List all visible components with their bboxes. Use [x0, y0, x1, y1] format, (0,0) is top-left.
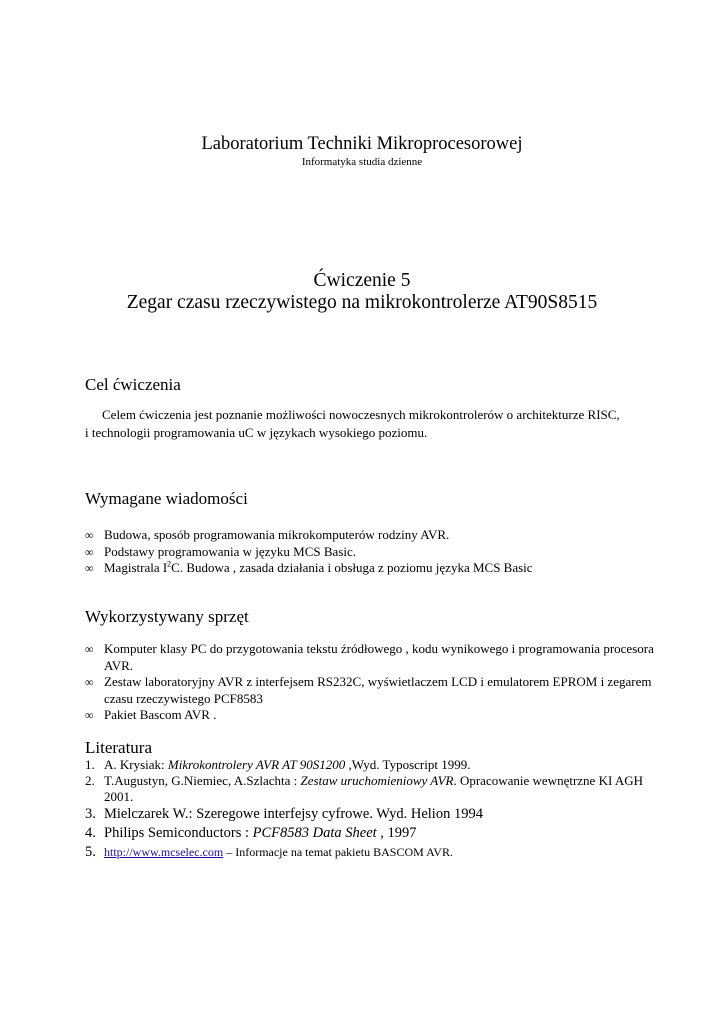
bullet-icon: ∞: [85, 642, 94, 656]
hardware-list: [85, 641, 655, 724]
bullet-icon: ∞: [85, 544, 94, 559]
knowledge-list: [85, 527, 655, 577]
bullet-icon: ∞: [85, 528, 94, 542]
list-item: 4. Philips Semiconductors : PCF8583 Data Sheet , 1997: [85, 825, 417, 841]
exercise-title: Zegar czasu rzeczywistego na mikrokontrolerze AT90S8515: [126, 292, 598, 313]
literature-heading: Literatura: [85, 738, 153, 757]
list-item: ∞ Pakiet Bascom AVR .: [85, 707, 217, 722]
exercise-number: Ćwiczenie 5: [313, 270, 411, 291]
mcselec-link[interactable]: http://www.mcselec.com: [104, 845, 224, 859]
list-item: ∞ Podstawy programowania w języku MCS Basic.: [85, 543, 357, 559]
goal-heading: Cel ćwiczenia: [85, 375, 181, 394]
knowledge-heading: Wymagane wiadomości: [85, 489, 248, 508]
goal-line-1: Celem ćwiczenia jest poznanie możliwości nowoczesnych mikrokontrolerów o architekturze RISC,: [102, 407, 620, 422]
list-item: 1. A. Krysiak: Mikrokontrolery AVR AT 90S1200 ,Wyd. Typoscript 1999.: [85, 757, 471, 772]
list-item: 5. http://www.mcselec.com – Informacje na temat pakietu BASCOM AVR.: [85, 844, 453, 860]
bullet-icon: ∞: [85, 708, 94, 722]
hardware-heading: Wykorzystywany sprzęt: [85, 607, 249, 626]
list-item: 2. T.Augustyn, G.Niemiec, A.Szlachta : Zestaw uruchomieniowy AVR. Opracowanie wewnętrzne KI AGH 2001.: [85, 773, 643, 804]
lab-subtitle: Informatyka studia dzienne: [301, 156, 423, 168]
list-item: ∞ Budowa, sposób programowania mikrokomputerów rodziny AVR.: [85, 527, 450, 542]
list-item: ∞ Magistrala $I^2C$. Budowa , zasada działania i obsługa z poziomu języka MCS Basic: [85, 559, 533, 575]
list-item: ∞ Zestaw laboratoryjny AVR z interfejsem RS232C, wyświetlaczem LCD i emulatorem EPROM i zegarem czasu rzeczywistego PCF8583: [85, 674, 652, 706]
bullet-icon: ∞: [85, 561, 94, 575]
list-item: ∞ Komputer klasy PC do przygotowania tekstu źródłowego , kodu wynikowego i programowania procesora AVR.: [85, 641, 654, 673]
list-item: 3. Mielczarek W.: Szeregowe interfejsy cyfrowe. Wyd. Helion 1994: [85, 806, 483, 822]
goal-line-2: i technologii programowania uC w językach wysokiego poziomu.: [85, 425, 428, 440]
goal-paragraph: [85, 406, 655, 442]
lab-title: Laboratorium Techniki Mikroprocesorowej: [201, 134, 523, 154]
bullet-icon: ∞: [85, 675, 94, 689]
literature-list: [85, 757, 655, 862]
